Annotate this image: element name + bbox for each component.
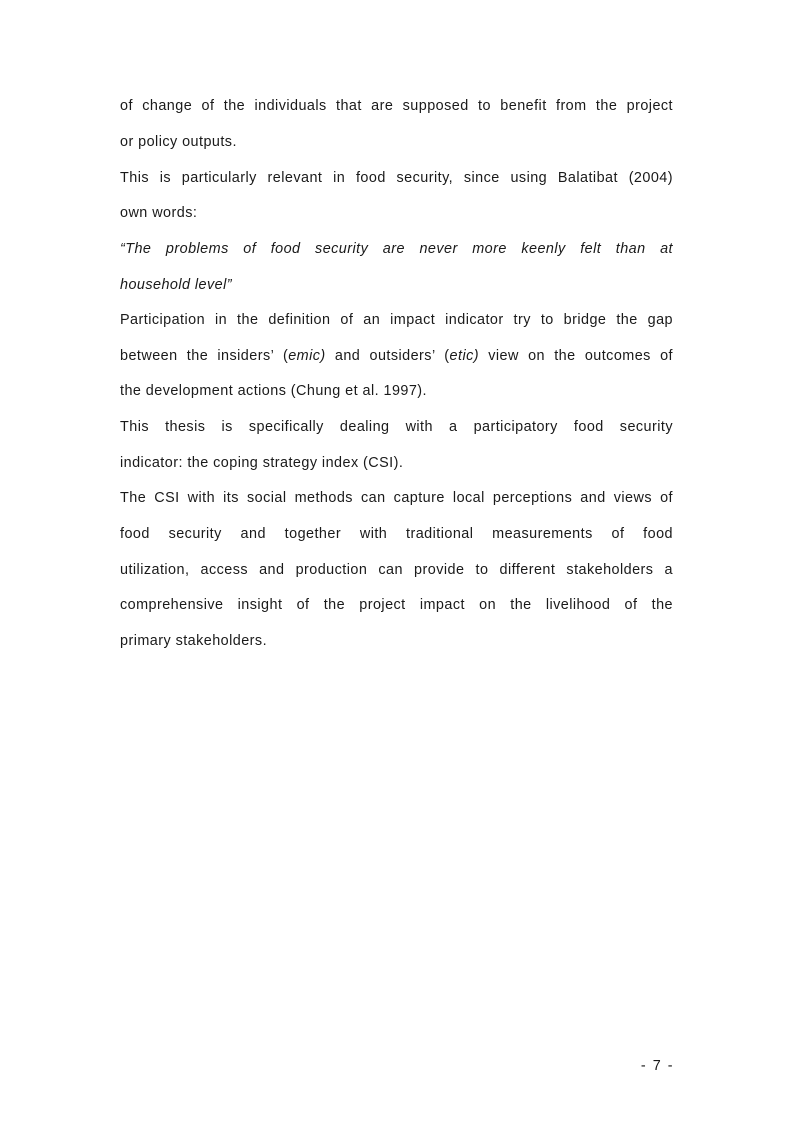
text-line: comprehensive insight of the project impact on the livelihood of the <box>120 597 673 613</box>
text-line: utilization, access and production can provide to different stakeholders a <box>120 562 673 578</box>
text-line: This thesis is specifically dealing with a participatory food security <box>120 419 673 435</box>
text-line-mixed <box>120 347 673 365</box>
etic-term: etic) <box>449 348 479 364</box>
text-line: the development actions (Chung et al. 1997). <box>120 383 427 399</box>
text-segment: between the insiders’ ( <box>120 348 289 364</box>
text-segment: and outsiders’ ( <box>325 348 450 364</box>
text-line: or policy outputs. <box>120 134 237 150</box>
text-line: indicator: the coping strategy index (CSI). <box>120 455 404 471</box>
text-line: food security and together with traditional measurements of food <box>120 526 673 542</box>
text-line: own words: <box>120 205 198 221</box>
text-line: This is particularly relevant in food security, since using Balatibat (2004) <box>120 170 673 186</box>
emic-term: emic) <box>288 348 326 364</box>
quote-line: “The problems of food security are never more keenly felt than at <box>120 241 673 257</box>
text-segment: view on the outcomes of <box>478 348 673 364</box>
text-line: The CSI with its social methods can capture local perceptions and views of <box>120 490 673 506</box>
text-line: Participation in the definition of an impact indicator try to bridge the gap <box>120 312 673 328</box>
text-line: primary stakeholders. <box>120 633 268 649</box>
quote-line: household level” <box>120 277 233 293</box>
text-line: of change of the individuals that are supposed to benefit from the project <box>120 98 673 114</box>
page-number: - 7 - <box>640 1058 674 1074</box>
